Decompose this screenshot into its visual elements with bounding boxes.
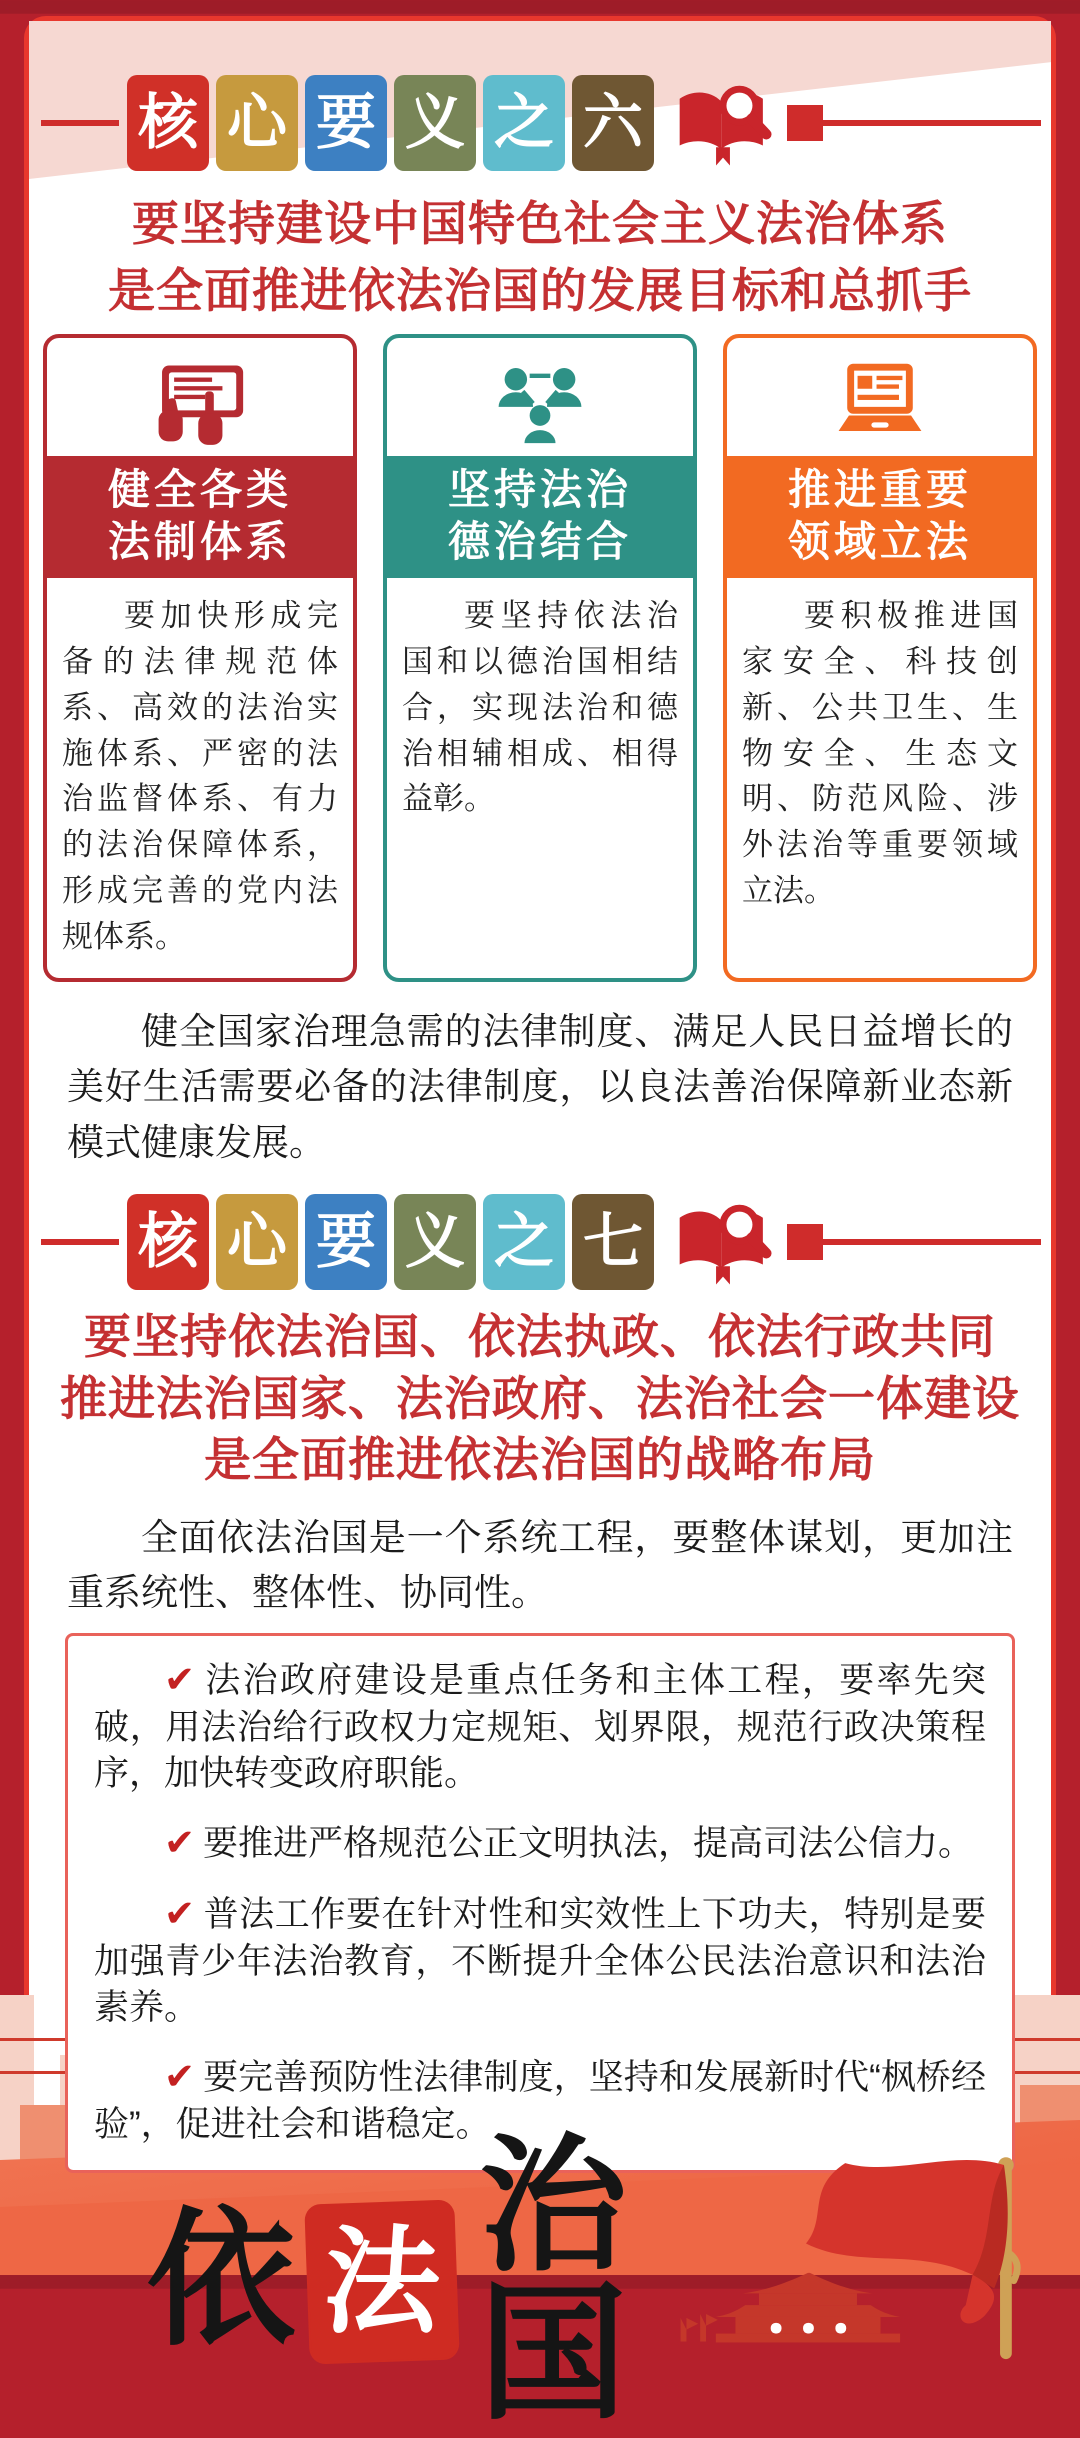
title-line: 推进法治国家、法治政府、法治社会一体建设 [60,1371,1020,1425]
header-square-accent [787,1224,823,1260]
logo-char-yi: 依 [147,2199,295,2364]
section-title-six [49,191,1031,324]
bullet-item [94,1656,986,1797]
check-icon: ✔ [164,1892,196,1934]
card-title-line: 推进重要 [787,466,972,514]
header-tile: 核 [127,75,209,171]
card-title-line: 坚持法治 [447,466,632,514]
section-header-six [41,21,1041,171]
card-rule-and-virtue [383,334,697,981]
bullet-text: 要完善预防性法律制度，坚持和发展新时代“枫桥经验”，促进社会和谐稳定。 [94,2057,986,2144]
check-icon: ✔ [164,2055,196,2097]
header-rule-right [823,120,1041,126]
card-title-line: 法制体系 [107,517,292,565]
bullet-text: 普法工作要在针对性和实效性上下功夫，特别是要加强青少年法治教育，不断提升全体公民法治意识和法治素养。 [94,1894,986,2027]
header-square-accent [787,105,823,141]
card-icon-box [47,338,353,456]
card-body-text: 要积极推进国家安全、科技创新、公共卫生、生物安全、生态文明、防范风险、涉外法治等重要领域立法。 [742,597,1018,909]
poster-content [29,21,1051,2438]
header-tile: 义 [394,1194,476,1290]
header-rule-left [41,1239,119,1245]
title-line: 是全面推进依法治国的战略布局 [204,1432,876,1486]
tablet-reader-icon [148,362,252,450]
rule-of-law-logo [147,2125,1051,2438]
card-title-line: 领域立法 [787,517,972,565]
summary-paragraph-seven: 全面依法治国是一个系统工程，要整体谋划，更加注重系统性、整体性、协同性。 [67,1516,1013,1614]
section-title-seven [49,1306,1031,1489]
card-icon-box [727,338,1033,456]
card-title-band [727,456,1033,577]
key-points-box [65,1633,1015,2173]
card-body-text: 要加快形成完备的法律规范体系、高效的法治实施体系、严密的法治监督体系、有力的法治保障体系，形成完善的党内法规体系。 [62,597,338,955]
cards-row [43,334,1037,981]
bullet-text: 法治政府建设是重点任务和主体工程，要率先突破，用法治给行政权力定规矩、划界限，规范行政决策程序，加快转变政府职能。 [94,1660,986,1793]
summary-paragraph-six: 健全国家治理急需的法律制度、满足人民日益增长的美好生活需要必备的法律制度，以良法善治保障新业态新模式健康发展。 [67,1010,1013,1163]
book-magnifier-icon [671,1196,775,1288]
bullet-text: 要推进严格规范公正文明执法，提高司法公信力。 [203,1823,974,1863]
card-body-text: 要坚持依法治国和以德治国相结合，实现法治和德治相辅相成、相得益彰。 [402,597,678,817]
bullet-item [94,1819,986,1868]
card-key-legislation [723,334,1037,981]
title-line: 是全面推进依法治国的发展目标和总抓手 [108,263,972,317]
card-title-line: 德治结合 [447,517,632,565]
header-tile: 要 [305,1194,387,1290]
logo-chars-zhiguo: 治国 [479,2125,635,2438]
header-tile: 核 [127,1194,209,1290]
card-legal-systems [43,334,357,981]
check-icon: ✔ [164,1821,196,1863]
header-tile: 之 [483,75,565,171]
bullet-item [94,1890,986,2031]
card-title-band [387,456,693,577]
header-rule-right [823,1239,1041,1245]
header-tile: 义 [394,75,476,171]
book-magnifier-icon [671,77,775,169]
header-tile: 心 [216,1194,298,1290]
poster-card [24,16,1056,2438]
family-people-icon [488,362,592,450]
law-seal-stamp [306,2201,457,2362]
laptop-icon [828,362,932,450]
header-tile: 心 [216,75,298,171]
card-title-line: 健全各类 [107,466,292,514]
section-header-seven [41,1194,1041,1290]
header-tile: 七 [572,1194,654,1290]
check-icon: ✔ [164,1658,196,1700]
title-line: 要坚持建设中国特色社会主义法治体系 [132,197,948,250]
card-icon-box [387,338,693,456]
header-tile: 之 [483,1194,565,1290]
card-title-band [47,456,353,577]
header-rule-left [41,120,119,126]
title-line: 要坚持依法治国、依法执政、依法行政共同 [84,1310,996,1364]
header-tile: 六 [572,75,654,171]
header-tile: 要 [305,75,387,171]
red-flag-tiananmen-graphic [659,2157,1051,2373]
seal-char-fa: 法 [319,2216,445,2347]
